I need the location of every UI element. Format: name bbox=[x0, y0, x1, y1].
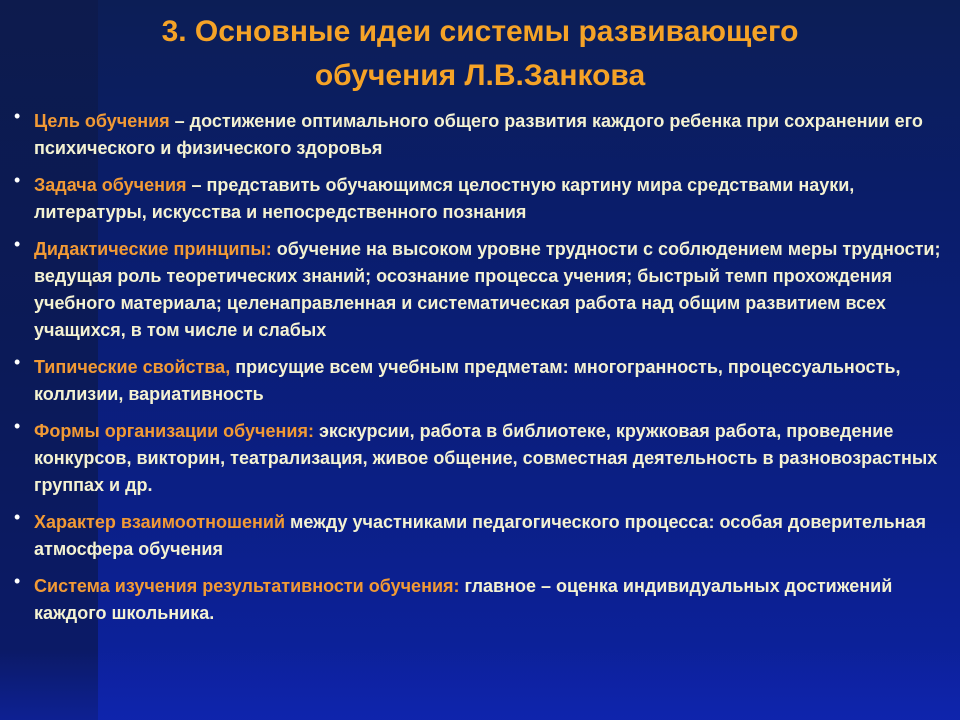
slide-title bbox=[20, 10, 940, 98]
list-item-results-system bbox=[14, 573, 950, 627]
list-item-organization-forms bbox=[14, 418, 950, 499]
item-text: присущие всем учебным предметам: многогранность, процессуальность, коллизии, вариативность bbox=[34, 357, 901, 404]
item-term: Формы организации обучения: bbox=[34, 421, 314, 441]
item-term: Задача обучения bbox=[34, 175, 187, 195]
item-text: – представить обучающимся целостную картину мира средствами науки, литературы, искусства и непосредственного познания bbox=[34, 175, 855, 222]
list-item-relationships bbox=[14, 509, 950, 563]
bullet-icon: • bbox=[14, 106, 21, 126]
item-text: – достижение оптимального общего развития каждого ребенка при сохранении его психического и физического здоровья bbox=[34, 111, 923, 158]
item-term: Система изучения результативности обучения: bbox=[34, 576, 460, 596]
bullet-icon: • bbox=[14, 507, 21, 527]
item-text: экскурсии, работа в библиотеке, кружковая работа, проведение конкурсов, викторин, театрализация, живое общение, совместная деятельность в разновозрастных группах и др. bbox=[34, 421, 938, 495]
bullet-icon: • bbox=[14, 234, 21, 254]
list-item-task bbox=[14, 172, 950, 226]
bullet-icon: • bbox=[14, 352, 21, 372]
slide-title-line-2: обучения Л.В.Занкова bbox=[314, 59, 646, 92]
list-item-typical-properties bbox=[14, 354, 950, 408]
background-bottom-glow bbox=[0, 650, 960, 720]
list-item-didactic-principles bbox=[14, 236, 950, 344]
item-text: обучение на высоком уровне трудности с соблюдением меры трудности; ведущая роль теоретических знаний; осознание процесса учения; быстрый темп прохождения учебного материала; целенаправленная и систематическая работа над общим развитием всех учащихся, в том числе и слабых bbox=[34, 239, 941, 340]
bullet-icon: • bbox=[14, 170, 21, 190]
item-term: Дидактические принципы: bbox=[34, 239, 272, 259]
item-text: между участниками педагогического процесса: особая доверительная атмосфера обучения bbox=[34, 512, 926, 559]
bullet-icon: • bbox=[14, 416, 21, 436]
bullet-list bbox=[14, 108, 950, 637]
slide-title-line-1: 3. Основные идеи системы развивающего bbox=[161, 15, 799, 48]
item-text: главное – оценка индивидуальных достижений каждого школьника. bbox=[34, 576, 893, 623]
list-item-goal bbox=[14, 108, 950, 162]
item-term: Характер взаимоотношений bbox=[34, 512, 286, 532]
item-term: Цель обучения bbox=[34, 111, 170, 131]
bullet-icon: • bbox=[14, 571, 21, 591]
item-term: Типические свойства, bbox=[34, 357, 231, 377]
